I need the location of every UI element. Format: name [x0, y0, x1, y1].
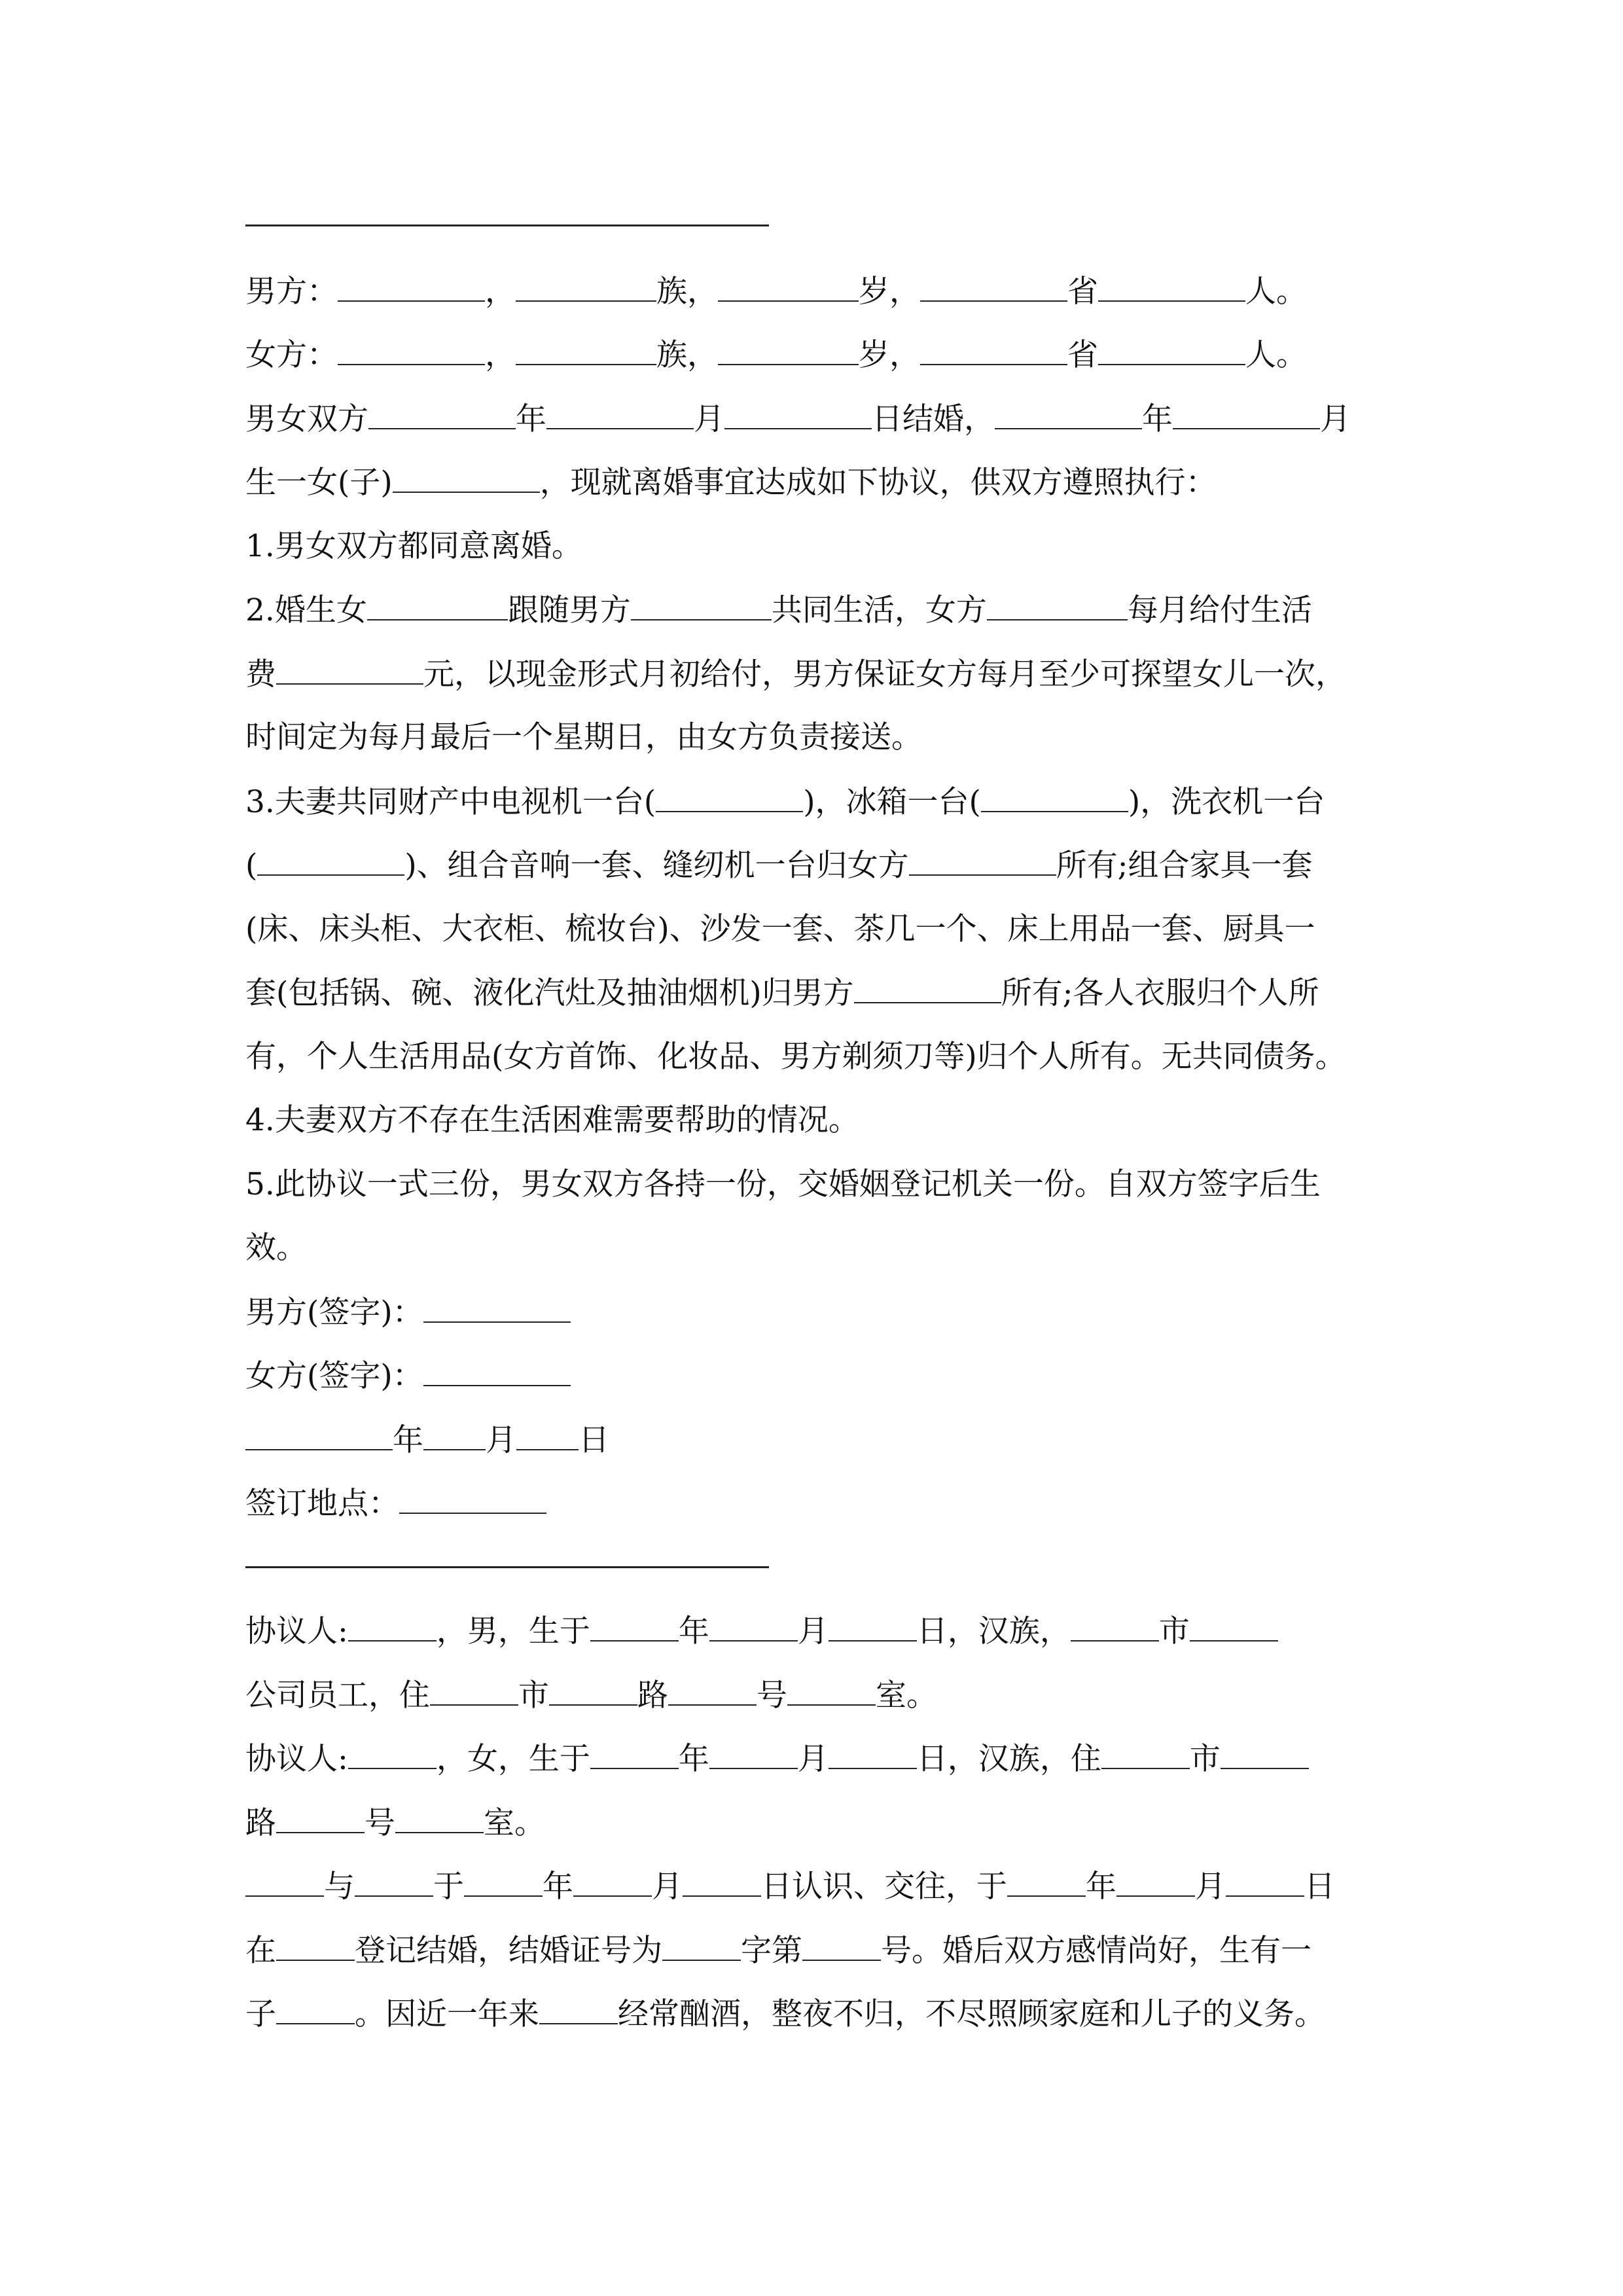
- ri-han-text: 日，汉族，: [916, 1613, 1071, 1649]
- nian-text: 年: [1086, 1869, 1116, 1905]
- item3-a: 3.夫妻共同财产中电视机一台(: [245, 784, 656, 820]
- zu-text: 族，: [656, 337, 718, 373]
- yue-text: 月: [1320, 401, 1351, 437]
- party2-line-2: [245, 1803, 545, 1843]
- party2-label: 协议人:: [245, 1741, 348, 1777]
- item-2-line-3: 时间定为每月最后一个星期日，由女方负责接送。: [245, 719, 922, 755]
- room-text: 室。: [484, 1805, 545, 1841]
- ren-text: 人。: [1245, 337, 1307, 373]
- hao-after-text: 号。婚后双方感情尚好，生有一: [881, 1933, 1311, 1969]
- item-3-line-4: [245, 973, 1319, 1013]
- ri-jiehun-text: 日结婚，: [872, 401, 995, 437]
- item-2-line-2: [245, 655, 1346, 694]
- item3-i: 所有;各人衣服归个人所: [1001, 975, 1319, 1011]
- blank-washer[interactable]: [257, 846, 404, 876]
- blank-name[interactable]: [348, 1739, 437, 1769]
- yue-text: 月: [797, 1741, 829, 1777]
- yu-text: 与: [324, 1869, 355, 1905]
- blank-age[interactable]: [718, 272, 859, 302]
- nian-text: 年: [516, 401, 546, 437]
- sheng-text: 省: [1067, 337, 1098, 373]
- nian-text: 年: [678, 1741, 709, 1777]
- comma: ，: [485, 274, 516, 310]
- blank-company[interactable]: [1190, 1611, 1278, 1641]
- nian-text: 年: [543, 1869, 573, 1905]
- blank-city[interactable]: [1098, 335, 1245, 365]
- lu-text: 路: [637, 1677, 668, 1713]
- blank-city[interactable]: [1071, 1611, 1159, 1641]
- item3-h: 套(包括锅、碗、液化汽灶及抽油烟机)归男方: [245, 975, 854, 1011]
- zi-text: 子: [245, 1996, 276, 2032]
- blank-year[interactable]: [1007, 1867, 1086, 1897]
- item3-d: (: [245, 848, 258, 884]
- item3-c: )，洗衣机一台: [1128, 784, 1325, 820]
- blank-ethnicity[interactable]: [516, 335, 656, 365]
- blank-day[interactable]: [1226, 1867, 1304, 1897]
- item-3-line-1: [245, 782, 1325, 822]
- ren-text: 人。: [1245, 274, 1307, 310]
- blank-month[interactable]: [709, 1611, 798, 1641]
- comma: ，: [485, 337, 516, 373]
- item-3-line-5: 有，个人生活用品(女方首饰、化妆品、男方剃须刀等)归个人所有。无共同债务。: [245, 1039, 1346, 1075]
- blank-name[interactable]: [348, 1611, 437, 1641]
- blank-day[interactable]: [683, 1867, 761, 1897]
- man-signature-field[interactable]: [423, 1293, 571, 1323]
- sui-text: 岁，: [859, 274, 920, 310]
- blank-party1[interactable]: [245, 1867, 324, 1897]
- man-label: 男方：: [245, 274, 338, 310]
- blank-ethnicity[interactable]: [516, 272, 656, 302]
- blank-month[interactable]: [573, 1867, 652, 1897]
- separator-rule-top: [245, 224, 769, 226]
- woman-signature-line: [245, 1356, 571, 1396]
- yu2-text: 于: [433, 1869, 464, 1905]
- reason-a: 。因近一年来: [355, 1996, 539, 2032]
- blank-year[interactable]: [245, 1420, 393, 1450]
- yue-text: 月: [797, 1613, 829, 1649]
- woman-info-line: [245, 335, 1307, 375]
- blank-day[interactable]: [724, 399, 872, 429]
- item-3-line-2: [245, 846, 1313, 886]
- blank-city[interactable]: [1101, 1739, 1190, 1769]
- item2-e: 费: [245, 656, 276, 692]
- blank-age[interactable]: [718, 335, 859, 365]
- yue-text: 月: [694, 401, 724, 437]
- sign-man-label: 男方(签字)：: [245, 1295, 423, 1331]
- married-prefix: 男女双方: [245, 401, 368, 437]
- hao-text: 号: [757, 1677, 787, 1713]
- blank-province[interactable]: [920, 335, 1067, 365]
- party1-line-1: [245, 1611, 1278, 1651]
- separator-rule-middle: [245, 1566, 769, 1568]
- blank-area[interactable]: [1221, 1739, 1309, 1769]
- item2-f: 元，以现金形式月初给付，男方保证女方每月至少可探望女儿一次，: [423, 656, 1346, 692]
- sign-place-field[interactable]: [399, 1484, 546, 1514]
- blank-room[interactable]: [787, 1676, 876, 1706]
- register-text: 登记结婚，结婚证号为: [355, 1933, 662, 1969]
- meeting-line: [245, 1867, 1335, 1907]
- sheng-text: 省: [1067, 274, 1098, 310]
- ri-text: 日: [1304, 1869, 1335, 1905]
- sign-woman-label: 女方(签字)：: [245, 1358, 423, 1394]
- party1-label: 协议人:: [245, 1613, 348, 1649]
- blank-month[interactable]: [1116, 1867, 1195, 1897]
- blank-man-owner[interactable]: [854, 973, 1001, 1003]
- ri-han-zhu-text: 日，汉族，住: [916, 1741, 1101, 1777]
- item-5-line-2: 效。: [245, 1230, 307, 1266]
- blank-year[interactable]: [464, 1867, 543, 1897]
- blank-woman[interactable]: [987, 590, 1128, 620]
- child-line: [245, 463, 1217, 503]
- place-label: 签订地点：: [245, 1486, 399, 1522]
- item3-f: 所有;组合家具一套: [1056, 848, 1313, 884]
- blank-month[interactable]: [423, 1420, 486, 1450]
- woman-signature-field[interactable]: [423, 1356, 571, 1386]
- ri-text: 日: [579, 1422, 609, 1458]
- item3-e: )、组合音响一套、缝纫机一台归女方: [404, 848, 909, 884]
- marriage-date-line: [245, 399, 1351, 439]
- nian-text: 年: [678, 1613, 709, 1649]
- hao-text: 号: [365, 1805, 395, 1841]
- blank-cert-prefix[interactable]: [662, 1931, 741, 1961]
- item2-b: 跟随男方: [507, 592, 631, 628]
- child-suffix: ，现就离婚事宜达成如下协议，供双方遵照执行：: [539, 465, 1217, 501]
- blank-day[interactable]: [516, 1420, 579, 1450]
- blank-man[interactable]: [631, 590, 772, 620]
- blank-tv[interactable]: [656, 782, 803, 812]
- blank-daughter[interactable]: [367, 590, 508, 620]
- blank-name[interactable]: [338, 272, 485, 302]
- zu-text: 族，: [656, 274, 718, 310]
- sui-text: 岁，: [859, 337, 920, 373]
- blank-room[interactable]: [395, 1803, 484, 1833]
- yue-text: 月: [652, 1869, 683, 1905]
- register-line: [245, 1931, 1311, 1971]
- blank-child[interactable]: [393, 463, 540, 493]
- blank-month[interactable]: [709, 1739, 798, 1769]
- zidi-text: 字第: [741, 1933, 802, 1969]
- yue-text: 月: [486, 1422, 516, 1458]
- blank-year[interactable]: [590, 1611, 679, 1641]
- ri-meet-text: 日认识、交往，于: [761, 1869, 1007, 1905]
- blank-name[interactable]: [338, 335, 485, 365]
- lu-text: 路: [245, 1805, 276, 1841]
- blank-city[interactable]: [1098, 272, 1245, 302]
- party1-job: 公司员工，住: [245, 1677, 430, 1713]
- child-prefix: 生一女(子): [245, 465, 393, 501]
- party1-line-2: [245, 1676, 937, 1715]
- blank-year[interactable]: [368, 399, 516, 429]
- reason-line: [245, 1994, 1325, 2034]
- sign-date-line: [245, 1420, 609, 1460]
- blank-city[interactable]: [430, 1676, 518, 1706]
- blank-amount[interactable]: [276, 655, 423, 685]
- item2-a: 2.婚生女: [245, 592, 367, 628]
- yue-text: 月: [1195, 1869, 1226, 1905]
- blank-number[interactable]: [668, 1676, 757, 1706]
- blank-month[interactable]: [546, 399, 694, 429]
- blank-province[interactable]: [920, 272, 1067, 302]
- shi-text: 市: [518, 1677, 549, 1713]
- blank-day[interactable]: [829, 1611, 917, 1641]
- party1-gender: ，男，生于: [436, 1613, 590, 1649]
- blank-party2[interactable]: [355, 1867, 433, 1897]
- blank-fridge[interactable]: [981, 782, 1128, 812]
- blank-cert-number[interactable]: [802, 1931, 881, 1961]
- shi-text: 市: [1158, 1613, 1190, 1649]
- item-1: 1.男女双方都同意离婚。: [245, 528, 582, 564]
- item-5-line-1: 5.此协议一式三份，男女双方各持一份，交婚姻登记机关一份。自双方签字后生: [245, 1166, 1321, 1202]
- blank-place[interactable]: [276, 1931, 355, 1961]
- party2-line-1: [245, 1739, 1309, 1779]
- blank-person[interactable]: [539, 1994, 618, 2024]
- item-3-line-3: (床、床头柜、大衣柜、梳妆台)、沙发一套、茶几一个、床上用品一套、厨具一: [245, 911, 1315, 947]
- blank-day[interactable]: [829, 1739, 917, 1769]
- blank-woman-owner[interactable]: [909, 846, 1056, 876]
- blank-year[interactable]: [590, 1739, 679, 1769]
- woman-label: 女方：: [245, 337, 338, 373]
- blank-number[interactable]: [276, 1803, 365, 1833]
- shi-text: 市: [1189, 1741, 1221, 1777]
- blank-road[interactable]: [549, 1676, 637, 1706]
- man-info-line: [245, 272, 1307, 312]
- item3-b: )，冰箱一台(: [803, 784, 981, 820]
- item-2-line-1: [245, 590, 1312, 630]
- nian-text: 年: [1142, 401, 1173, 437]
- nian-text: 年: [393, 1422, 423, 1458]
- man-signature-line: [245, 1293, 571, 1333]
- sign-place-line: [245, 1484, 546, 1524]
- room-text: 室。: [876, 1677, 937, 1713]
- reason-b: 经常酗酒，整夜不归，不尽照顾家庭和儿子的义务。: [618, 1996, 1325, 2032]
- zai-text: 在: [245, 1933, 276, 1969]
- blank-son[interactable]: [276, 1994, 355, 2024]
- blank-month[interactable]: [1173, 399, 1320, 429]
- blank-year[interactable]: [995, 399, 1142, 429]
- item-4: 4.夫妻双方不存在生活困难需要帮助的情况。: [245, 1102, 859, 1138]
- item2-c: 共同生活，女方: [771, 592, 987, 628]
- party2-gender: ，女，生于: [436, 1741, 590, 1777]
- item2-d: 每月给付生活: [1127, 592, 1312, 628]
